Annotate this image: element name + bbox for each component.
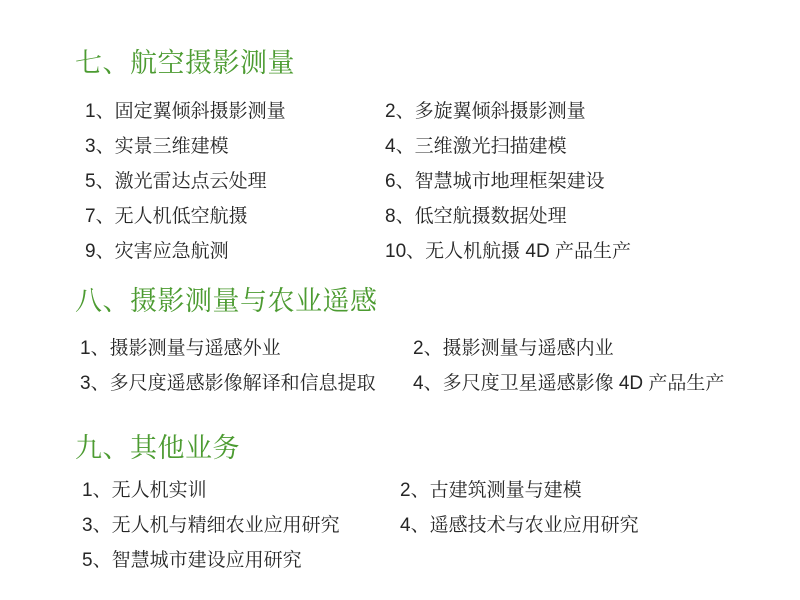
course-item-left: 9、灾害应急航测 [85, 241, 229, 262]
course-item-right: 8、低空航摄数据处理 [385, 206, 567, 227]
syllabus-row [0, 508, 800, 543]
course-item-left: 1、摄影测量与遥感外业 [80, 338, 281, 359]
section-heading-photogrammetry-agri-remote-sensing: 八、摄影测量与农业遥感 [75, 286, 378, 316]
syllabus-row [0, 164, 800, 199]
course-item-right: 6、智慧城市地理框架建设 [385, 171, 605, 192]
course-item-right: 2、多旋翼倾斜摄影测量 [385, 101, 586, 122]
course-item-left: 3、多尺度遥感影像解译和信息提取 [80, 373, 376, 394]
course-item-right: 10、无人机航摄 4D 产品生产 [385, 241, 631, 262]
course-list-other-business [0, 473, 800, 578]
course-item-left: 3、实景三维建模 [85, 136, 229, 157]
course-item-left: 5、智慧城市建设应用研究 [82, 550, 302, 571]
syllabus-row [0, 366, 800, 401]
course-item-left: 1、无人机实训 [82, 480, 207, 501]
course-item-right: 2、古建筑测量与建模 [400, 480, 582, 501]
course-item-right: 4、三维激光扫描建模 [385, 136, 567, 157]
syllabus-row [0, 473, 800, 508]
course-item-right: 4、多尺度卫星遥感影像 4D 产品生产 [413, 373, 725, 394]
syllabus-row [0, 543, 800, 578]
course-item-left: 5、激光雷达点云处理 [85, 171, 267, 192]
course-list-photogrammetry-agri-remote-sensing [0, 331, 800, 401]
syllabus-row [0, 94, 800, 129]
section-heading-other-business: 九、其他业务 [75, 433, 240, 463]
course-item-right: 4、遥感技术与农业应用研究 [400, 515, 639, 536]
course-item-left: 1、固定翼倾斜摄影测量 [85, 101, 286, 122]
course-list-aerial-photogrammetry [0, 94, 800, 269]
syllabus-row [0, 129, 800, 164]
syllabus-row [0, 234, 800, 269]
syllabus-row [0, 199, 800, 234]
course-item-left: 3、无人机与精细农业应用研究 [82, 515, 340, 536]
course-item-right: 2、摄影测量与遥感内业 [413, 338, 614, 359]
course-item-left: 7、无人机低空航摄 [85, 206, 248, 227]
section-heading-aerial-photogrammetry: 七、航空摄影测量 [75, 48, 295, 78]
syllabus-row [0, 331, 800, 366]
